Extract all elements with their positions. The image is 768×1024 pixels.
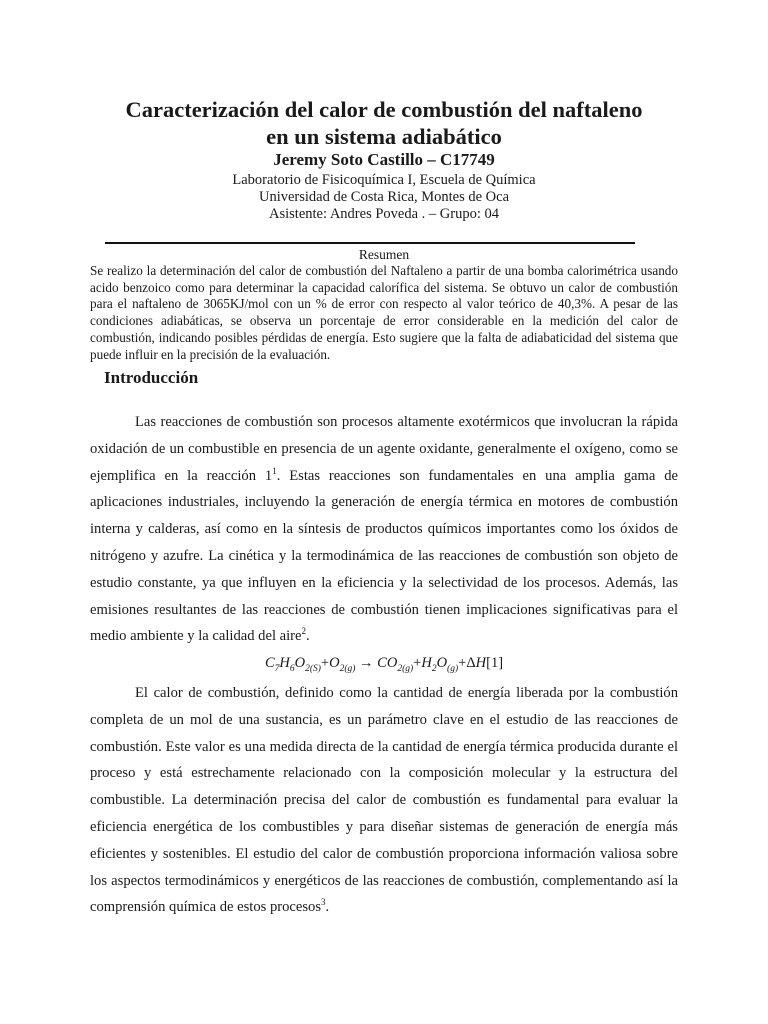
abstract-heading: Resumen — [358, 247, 410, 262]
intro-paragraph-2 — [90, 680, 678, 921]
eq-c-sub: 7 — [274, 663, 280, 674]
eq-o2b-sub: 2(g) — [339, 663, 356, 674]
eq-h2o-o: O — [436, 655, 448, 671]
p2-text-b: . — [325, 899, 330, 916]
eq-plus-1: + — [320, 655, 330, 671]
eq-h-sub: 6 — [289, 663, 295, 674]
title-line-2: en un sistema adiabático — [266, 124, 502, 149]
eq-h2o-sub2: (g) — [447, 663, 459, 674]
eq-o2b: O — [329, 655, 340, 671]
title-line-1: Caracterización del calor de combustión del naftaleno — [125, 97, 643, 122]
p1-text-a: Las reacciones de combustión son procesos altamente exotérmicos que involucran la rápida oxidación de un combustible en presencia de un agente oxidante, generalmente el oxígeno, como se ejemplifica en la reacción 1 — [90, 414, 678, 484]
eq-delta-h: H — [475, 655, 487, 671]
eq-h: H — [279, 655, 290, 671]
eq-h2o-h: H — [421, 655, 432, 671]
eq-o2a: O — [294, 655, 306, 671]
eq-h2o-sub1: 2 — [431, 663, 437, 674]
paper-title — [90, 96, 678, 150]
header-divider — [105, 242, 635, 244]
reaction-equation-1 — [90, 652, 678, 680]
eq-plus-2: + — [413, 655, 422, 671]
eq-arrow-icon: → — [359, 655, 374, 671]
affiliation-university: Universidad de Costa Rica, Montes de Oca — [258, 189, 510, 205]
abstract-text: Se realizo la determinación del calor de combustión del Naftaleno a partir de una bomba calorimétrica usando acido benzoico como para determinar la capacidad calorífica del sistema. Se obtuvo un calor de combustión para el naftaleno de 3065KJ/mol con un % de error con respecto al valor teórico de 40,3%. A pesar de las condiciones adiabáticas, se observa un porcentaje de error considerable en la medición del calor de combustión, indicando posibles pérdidas de energía. Esto sugiere que la falta de adiabaticidad del sistema que puede influir en la precisión de la evaluación. — [90, 263, 678, 362]
p1-text-c: . — [306, 628, 310, 645]
citation-2: 2 — [301, 626, 307, 637]
affiliation-assistant: Asistente: Andres Poveda . – Grupo: 04 — [269, 206, 499, 222]
affiliation-lab: Laboratorio de Fisicoquímica I, Escuela de Química — [232, 172, 536, 188]
eq-c: C — [264, 655, 275, 671]
eq-delta: Δ — [466, 655, 476, 671]
citation-3: 3 — [321, 897, 326, 908]
eq-plus-3: + — [458, 655, 467, 671]
author-line: Jeremy Soto Castillo – C17749 — [273, 150, 495, 169]
intro-paragraph-1 — [90, 409, 678, 650]
citation-1: 1 — [272, 465, 277, 476]
eq-reference: [1] — [486, 655, 504, 671]
section-heading-introduccion: Introducción — [104, 368, 199, 387]
eq-o2a-sub: 2(S) — [305, 663, 321, 674]
eq-co2-sub: 2(g) — [397, 663, 414, 674]
p2-text-a: El calor de combustión, definido como la cantidad de energía liberada por la combustión completa de un mol de una sustancia, es un parámetro clave en el estudio de las reacciones de combustión. Este valor es una medida directa de la cantidad de energía térmica producida durante el proceso y está estrechamente relacionado con la composición molecular y la estructura del combustible. La determinación precisa del calor de combustión es fundamental para evaluar la eficiencia energética de los combustibles y para diseñar sistemas de generación de energía más eficientes y sostenibles. El estudio del calor de combustión proporciona información valiosa sobre los aspectos termodinámicos y energéticos de las reacciones de combustión, complementando así la comprensión química de estos procesos — [90, 685, 678, 916]
eq-co2: CO — [377, 655, 398, 671]
p1-text-b: . Estas reacciones son fundamentales en una amplia gama de aplicaciones industriales, incluyendo la generación de energía térmica en motores de combustión interna y calderas, así como en la síntesis de productos químicos importantes como los óxidos de nitrógeno y azufre. La cinética y la termodinámica de las reacciones de combustión son objeto de estudio constante, ya que influyen en la eficiencia y la selectividad de los procesos. Además, las emisiones resultantes de las reacciones de combustión tienen implicaciones significativas para el medio ambiente y la calidad del aire — [90, 467, 678, 645]
